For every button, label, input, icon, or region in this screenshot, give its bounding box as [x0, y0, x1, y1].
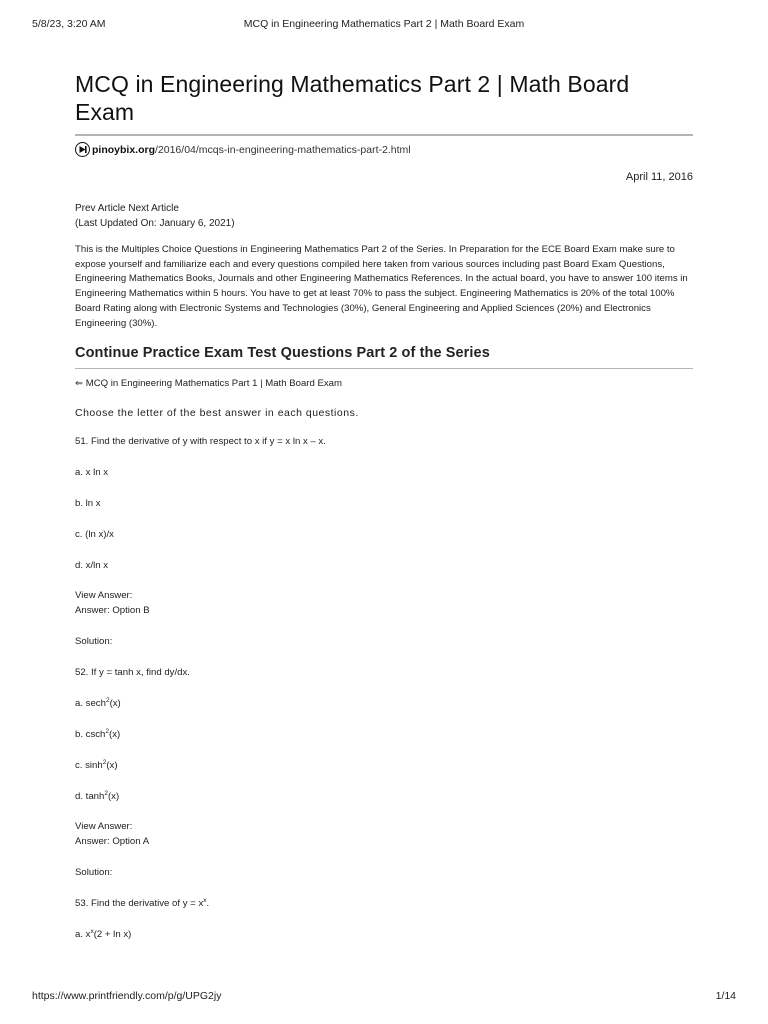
print-datetime: 5/8/23, 3:20 AM — [32, 18, 106, 30]
article-date: April 11, 2016 — [625, 171, 693, 183]
article-content — [75, 70, 693, 942]
intro-paragraph: This is the Multiples Choice Questions in Engineering Mathematics Part 2 of the Series. In Preparation for the ECE Board Exam make sure to expose yourself and familiarize each and every questions compiled here taken from various sources including past Board Exam Questions, Engineering Mathematics Books, Journals and other Engineering Mathematics References. In the actual board, you have to answer 100 items in Engineering Mathematics within 5 hours. You have to get at least 70% to pass the subject. Engineering Mathematics is 20% of the total 100% Board Rating along with Electronic Systems and Technologies (30%), General Engineering and Applied Sciences (20%) and Electronics Engineering (30%). — [75, 244, 688, 329]
q51-answer: Answer: Option B — [75, 605, 150, 617]
pinoybix-logo-icon — [75, 142, 90, 157]
article-meta — [75, 201, 693, 231]
q51-solution: Solution: — [75, 636, 113, 648]
section-heading: Continue Practice Exam Test Questions Part 2 of the Series — [75, 345, 490, 362]
q52-view-answer[interactable]: View Answer: — [75, 821, 133, 833]
source-path: /2016/04/mcqs-in-engineering-mathematics-part-2.html — [155, 143, 411, 156]
page-number: 1/14 — [715, 990, 736, 1002]
q51-option-b: b. ln x — [75, 498, 101, 510]
q52-option-d: d. $\tanh^2(x)$ — [75, 790, 120, 803]
print-header — [32, 18, 736, 32]
last-updated: (Last Updated On: January 6, 2021) — [75, 218, 235, 229]
q52-option-c: c. $\sinh^2(x)$ — [75, 759, 118, 772]
print-footer — [32, 990, 736, 1004]
section-divider — [75, 368, 693, 369]
q52-solution: Solution: — [75, 867, 113, 879]
q53-option-a: a. $x^x(2 + \ln x)$ — [75, 928, 132, 941]
q51-option-a: a. x ln x — [75, 467, 109, 479]
q51-option-d: d. x/ln x — [75, 560, 109, 572]
source-domain: pinoybix.org — [92, 143, 155, 156]
question-53: 53. Find the derivative of $y = x^x$. — [75, 897, 210, 910]
q51-option-c: c. (ln x)/x — [75, 529, 114, 541]
question-51: 51. Find the derivative of y with respect to x if y = x ln x – x. — [75, 436, 326, 448]
title-divider — [75, 134, 693, 136]
q52-answer: Answer: Option A — [75, 836, 150, 848]
print-document-title: MCQ in Engineering Mathematics Part 2 | Math Board Exam — [243, 18, 525, 30]
q51-view-answer[interactable]: View Answer: — [75, 590, 133, 602]
article-title: MCQ in Engineering Mathematics Part 2 | Math Board Exam — [75, 71, 630, 125]
q52-option-a: a. sech$^2$(x) — [75, 697, 121, 710]
prev-part-link[interactable]: ⇐ MCQ in Engineering Mathematics Part 1 | Math Board Exam — [75, 378, 343, 390]
source-link[interactable] — [75, 142, 693, 157]
print-url[interactable]: https://www.printfriendly.com/p/g/UPG2jy — [32, 990, 222, 1002]
article-nav-links[interactable]: Prev Article Next Article — [75, 203, 179, 214]
question-52: 52. If y = tanh x, find dy/dx. — [75, 667, 190, 679]
instruction-text: Choose the letter of the best answer in each questions. — [75, 407, 359, 420]
q52-option-b: b. csch$^2$(x) — [75, 728, 121, 741]
